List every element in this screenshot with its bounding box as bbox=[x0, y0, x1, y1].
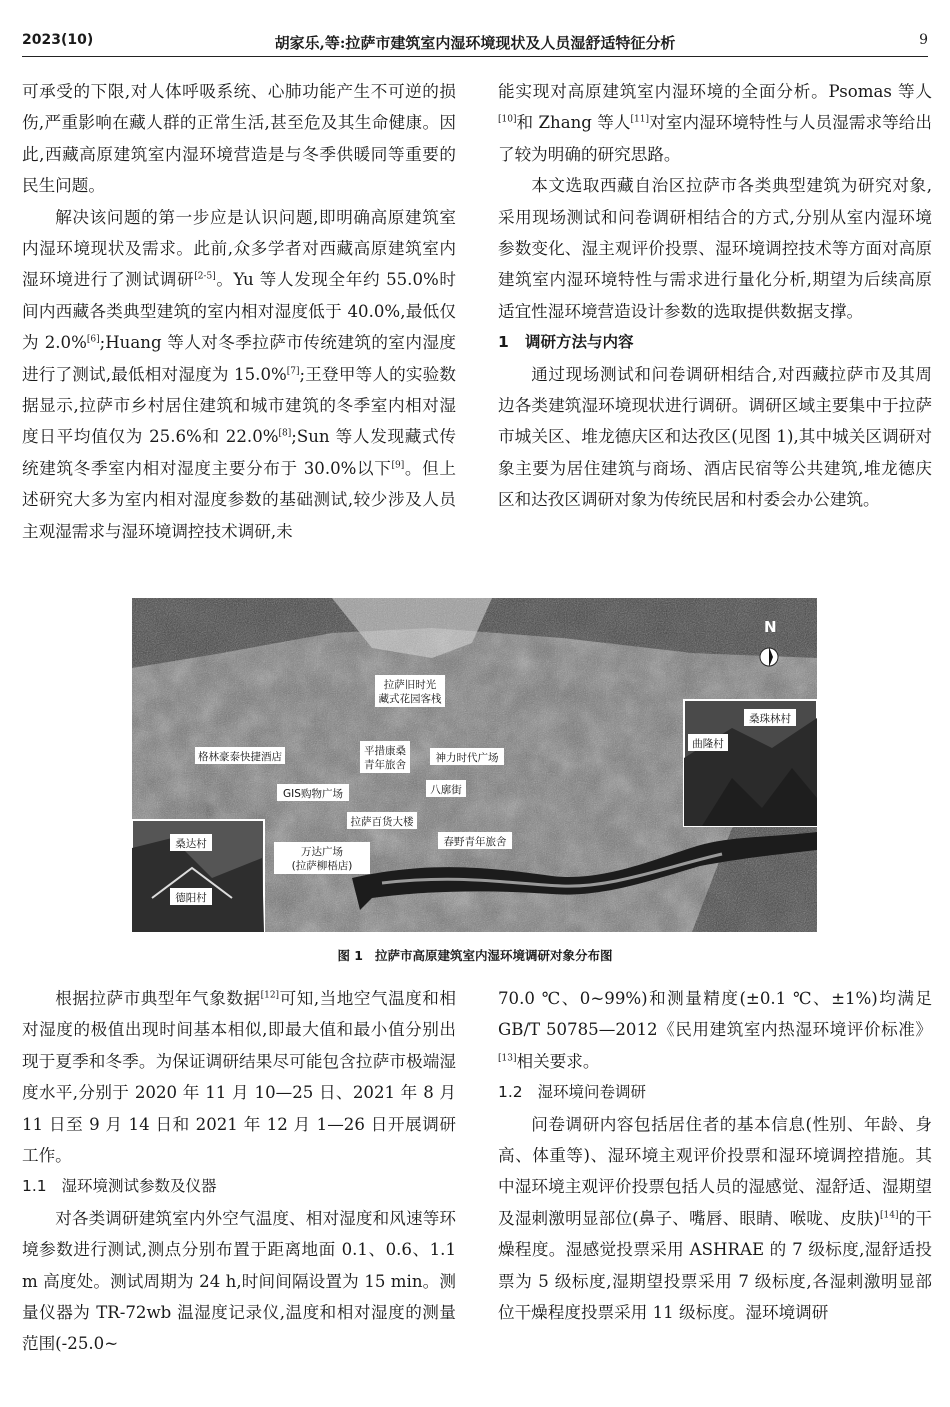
citation: [14] bbox=[879, 1210, 899, 1221]
paragraph: 问卷调研内容包括居住者的基本信息(性别、年龄、身高、体重等)、湿环境主观评价投票和湿环境调控措施。其中湿环境主观评价投票包括人员的湿感觉、湿舒适、湿期望及湿刺激明显部位(鼻子、嘴唇、眼睛、喉咙、皮肤)[14]的干燥程度。湿感觉投票采用 ASHRAE 的 7 级标度,湿舒适投票为 5 级标度,湿期望投票采用 7 级标度,各湿刺激明显部位干燥程度投票采用 11 级标度。湿环境调研 bbox=[498, 1114, 933, 1323]
figure-title: 拉萨市高原建筑室内湿环境调研对象分布图 bbox=[375, 948, 613, 963]
citation: [2-5] bbox=[194, 271, 216, 282]
journal-issue: 2023(10) bbox=[22, 32, 94, 48]
figure-caption bbox=[0, 946, 950, 964]
map-label: 青年旅舍 bbox=[364, 759, 406, 771]
page-number: 9 bbox=[919, 32, 928, 48]
map-label: 拉萨旧时光 bbox=[383, 679, 437, 691]
map-label: (拉萨柳梧店) bbox=[291, 860, 353, 872]
left-column-bottom bbox=[22, 983, 456, 1360]
map-label: 桑珠林村 bbox=[749, 713, 791, 725]
map-label: 八廓街 bbox=[430, 784, 462, 796]
map-label: 万达广场 bbox=[301, 846, 343, 858]
citation: [13] bbox=[498, 1053, 517, 1064]
paragraph: 能实现对高原建筑室内湿环境的全面分析。Psomas 等人[10]和 Zhang 等人[11]对室内湿环境特性与人员湿需求等给出了较为明确的研究思路。 bbox=[498, 82, 933, 164]
running-header bbox=[22, 30, 928, 57]
map-label: 藏式花园客栈 bbox=[378, 693, 442, 705]
map-label: 平措康桑 bbox=[364, 745, 406, 757]
citation: [6] bbox=[86, 334, 100, 345]
paragraph: 70.0 ℃、0~99%)和测量精度(±0.1 ℃、±1%)均满足 GB/T 50785—2012《民用建筑室内热湿环境评价标准》[13]相关要求。 bbox=[498, 989, 932, 1071]
map-label: 桑达村 bbox=[175, 838, 207, 850]
paragraph: 可承受的下限,对人体呼吸系统、心肺功能产生不可逆的损伤,严重影响在藏人群的正常生活,甚至危及其生命健康。因此,西藏高原建筑室内湿环境营造是与冬季供暖同等重要的民生问题。 bbox=[22, 82, 456, 196]
map-label: 曲隆村 bbox=[692, 738, 724, 750]
citation: [9] bbox=[391, 460, 405, 471]
paragraph: 对各类调研建筑室内外空气温度、相对湿度和风速等环境参数进行测试,测点分别布置于距离地面 0.1、0.6、1.1 m 高度处。测试周期为 24 h,时间间隔设置为 15 min。测量仪器为 TR-72wb 温湿度记录仪,温度和相对湿度的测量范围(-25.0~ bbox=[22, 1208, 456, 1354]
survey-map-figure bbox=[132, 598, 817, 932]
paragraph: 根据拉萨市典型年气象数据[12]可知,当地空气温度和相对湿度的极值出现时间基本相似,即最大值和最小值分别出现于夏季和冬季。为保证调研结果尽可能包含拉萨市极端湿度水平,分别于 2020 年 11 月 10—25 日、2021 年 8 月 11 日至 9 月 14 日和 2021 年 12 月 1—26 日开展调研工作。 bbox=[22, 989, 457, 1166]
citation: [10] bbox=[498, 114, 517, 125]
subsection-heading: 1.2 湿环境问卷调研 bbox=[498, 1083, 646, 1102]
section-heading: 1 调研方法与内容 bbox=[498, 333, 634, 352]
citation: [12] bbox=[260, 990, 280, 1001]
paragraph: 通过现场测试和问卷调研相结合,对西藏拉萨市及其周边各类建筑湿环境现状进行调研。调研区域主要集中于拉萨市城关区、堆龙德庆区和达孜区(见图 1),其中城关区调研对象主要为居住建筑与商场、酒店民宿等公共建筑,堆龙德庆区和达孜区调研对象为传统民居和村委会办公建筑。 bbox=[498, 364, 932, 510]
citation: [8] bbox=[278, 428, 292, 439]
paragraph: 解决该问题的第一步应是认识问题,即明确高原建筑室内湿环境现状及需求。此前,众多学者对西藏高原建筑室内湿环境进行了测试调研[2-5]。Yu 等人发现全年约 55.0%时间内西藏各类典型建筑的室内相对湿度低于 40.0%,最低仅为 2.0%[6];Huang 等人对冬季拉萨市传统建筑的室内湿度进行了测试,最低相对湿度为 15.0%[7];王登甲等人的实验数据显示,拉萨市乡村居住建筑和城市建筑的冬季室内相对湿度日平均值仅为 25.6%和 22.0%[8];Sun 等人发现藏式传统建筑冬季室内相对湿度主要分布于 30.0%以下[9]。但上述研究大多为室内相对湿度参数的基础测试,较少涉及人员主观湿需求与湿环境调控技术调研,未 bbox=[22, 207, 457, 541]
map-label: 德阳村 bbox=[175, 892, 207, 904]
subsection-heading: 1.1 湿环境测试参数及仪器 bbox=[22, 1177, 217, 1196]
right-column-bottom bbox=[498, 983, 932, 1328]
citation: [7] bbox=[286, 366, 300, 377]
map-label: GIS购物广场 bbox=[283, 788, 343, 800]
figure-number: 图 1 bbox=[337, 948, 364, 963]
right-column-top bbox=[498, 76, 932, 516]
paragraph: 本文选取西藏自治区拉萨市各类典型建筑为研究对象,采用现场测试和问卷调研相结合的方式,分别从室内湿环境参数变化、湿主观评价投票、湿环境调控技术等方面对高原建筑室内湿环境特性与需求进行量化分析,期望为后续高原适宜性湿环境营造设计参数的选取提供数据支撑。 bbox=[498, 176, 932, 321]
north-label: N bbox=[764, 618, 777, 636]
citation: [11] bbox=[630, 114, 650, 125]
map-label: 春野青年旅舍 bbox=[443, 836, 507, 848]
map-label: 拉萨百货大楼 bbox=[350, 816, 414, 828]
map-label: 格林豪泰快捷酒店 bbox=[198, 751, 282, 763]
left-column-top bbox=[22, 76, 456, 547]
map-label: 神力时代广场 bbox=[435, 752, 499, 764]
running-title: 胡家乐,等:拉萨市建筑室内湿环境现状及人员湿舒适特征分析 bbox=[274, 34, 676, 52]
